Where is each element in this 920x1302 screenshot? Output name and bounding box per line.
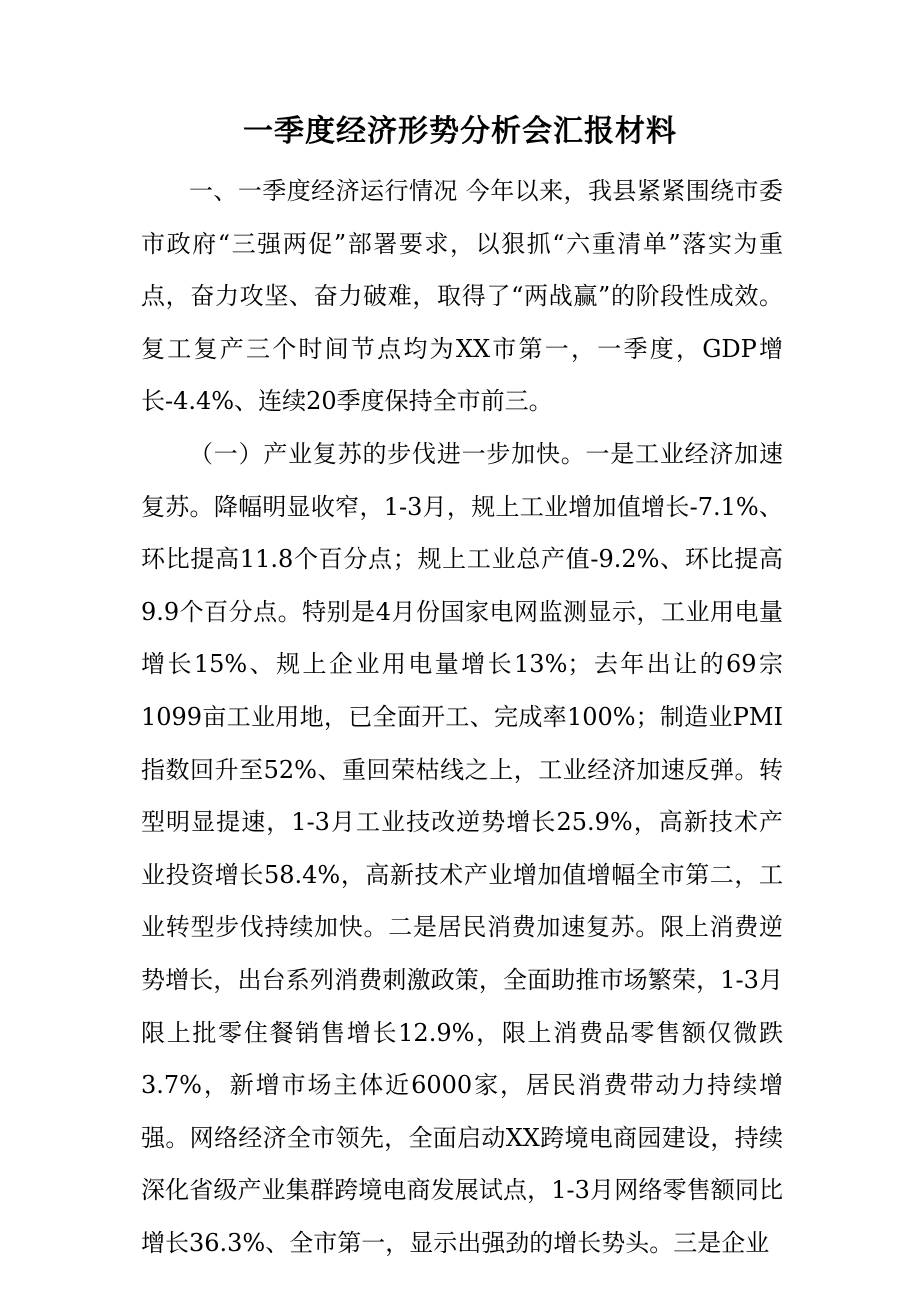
paragraph-operation-overview: 一、一季度经济运行情况 今年以来，我县紧紧围绕市委市政府“三强两促”部署要求，以狠抓“六重清单”落实为重点，奋力攻坚、奋力破难，取得了“两战赢”的阶段性成效。复工复产三个时间节点均为XX市第一，一季度，GDP增长-4.4%、连续20季度保持全市前三。 [141,177,783,416]
document-body [141,165,783,1269]
paragraph-industry-recovery: （一）产业复苏的步伐进一步加快。一是工业经济加速复苏。降幅明显收窄，1-3月，规上工业增加值增长-7.1%、环比提高11.8个百分点；规上工业总产值-9.2%、环比提高9.9个百分点。特别是4月份国家电网监测显示，工业用电量增长15%、规上企业用电量增长13%；去年出让的69宗1099亩工业用地，已全面开工、完成率100%；制造业PMI指数回升至52%、重回荣枯线之上，工业经济加速反弹。转型明显提速，1-3月工业技改逆势增长25.9%，高新技术产业投资增长58.4%，高新技术产业增加值增幅全市第二，工业转型步伐持续加快。二是居民消费加速复苏。限上消费逆势增长，出台系列消费刺激政策，全面助推市场繁荣，1-3月限上批零住餐销售增长12.9%，限上消费品零售额仅微跌3.7%，新增市场主体近6000家，居民消费带动力持续增强。网络经济全市领先，全面启动XX跨境电商园建设，持续深化省级产业集群跨境电商发展试点，1-3月网络零售额同比增长36.3%、全市第一，显示出强劲的增长势头。三是企业 [141,439,783,1257]
document-title: 一季度经济形势分析会汇报材料 [243,114,677,149]
